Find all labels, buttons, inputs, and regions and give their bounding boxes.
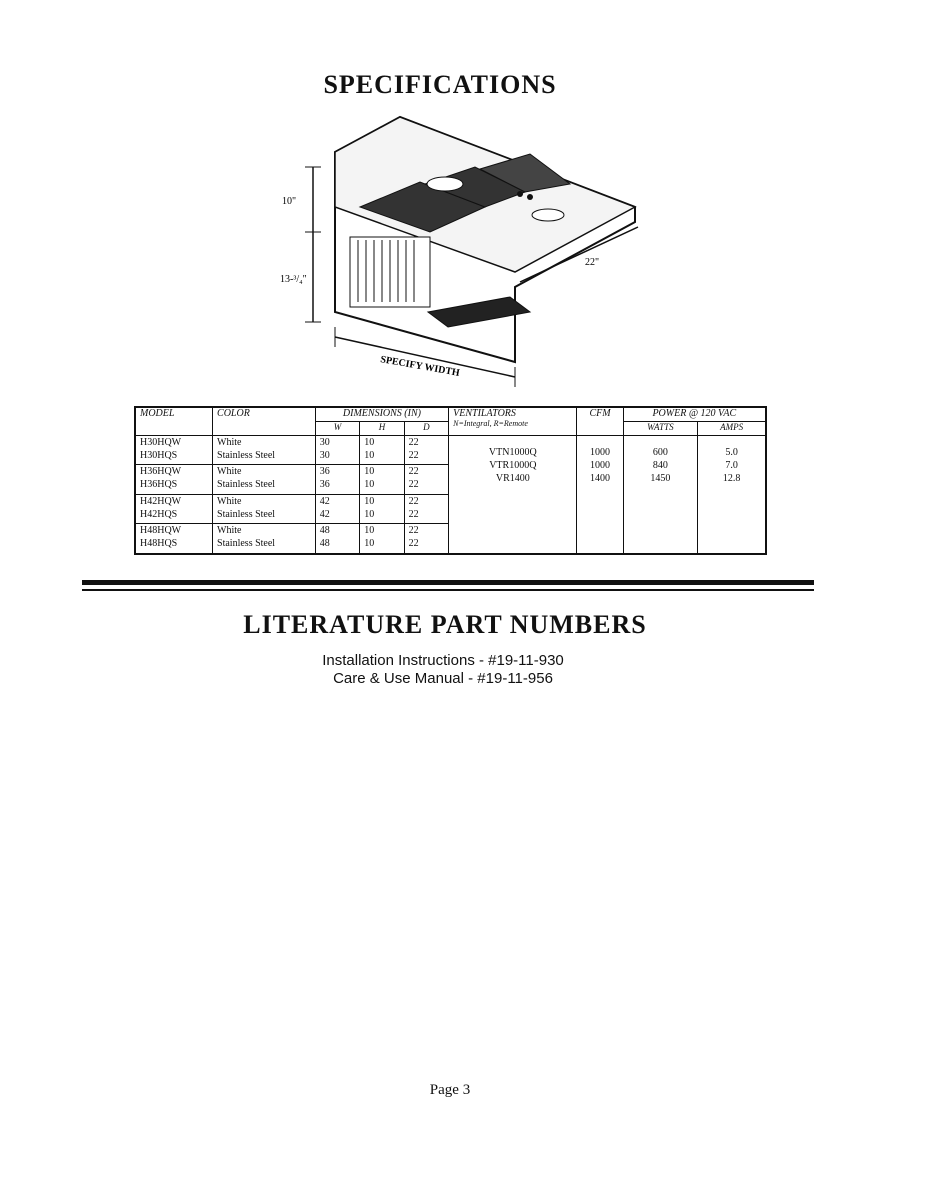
cfm-cell: 1000 1000 1400 xyxy=(577,435,623,554)
header-dimensions: DIMENSIONS (IN) xyxy=(315,407,448,422)
ventilators-cell: VTN1000Q VTR1000Q VR1400 xyxy=(449,435,577,554)
header-power: POWER @ 120 VAC xyxy=(623,407,766,422)
header-amps: AMPS xyxy=(698,422,766,435)
model-cell: H30HQW H30HQS xyxy=(135,435,213,465)
literature-title: LITERATURE PART NUMBERS xyxy=(243,610,647,639)
divider-thin xyxy=(82,589,814,591)
dim-width: SPECIFY WIDTH xyxy=(379,354,461,379)
amps-cell: 5.0 7.0 12.8 xyxy=(698,435,766,554)
header-h: H xyxy=(360,422,404,435)
table-row: H36HQW H36HQS White Stainless Steel 36 36 10 10 22 22 xyxy=(135,465,766,495)
dim-depth: 22" xyxy=(585,257,600,268)
header-watts: WATTS xyxy=(623,422,698,435)
dim-height-bottom: 13-³/₄" xyxy=(280,274,307,285)
header-ventilators: VENTILATORS N=Integral, R=Remote xyxy=(449,407,577,435)
d-cell: 22 22 xyxy=(404,435,448,465)
w-cell: 30 30 xyxy=(315,435,359,465)
specifications-table xyxy=(134,406,767,555)
header-d: D xyxy=(404,422,448,435)
installation-instructions: Installation Instructions - #19-11-930 xyxy=(322,652,564,669)
h-cell: 10 10 xyxy=(360,435,404,465)
header-w: W xyxy=(315,422,359,435)
watts-cell: 600 840 1450 xyxy=(623,435,698,554)
divider-thick xyxy=(82,580,814,585)
header-color: COLOR xyxy=(213,407,316,435)
page-number: Page 3 xyxy=(429,1082,471,1098)
color-cell: White Stainless Steel xyxy=(213,435,316,465)
table-row xyxy=(135,435,766,465)
table-row: H42HQW H42HQS White Stainless Steel 42 42 10 10 22 22 xyxy=(135,494,766,524)
table-row: H48HQW H48HQS White Stainless Steel 48 48 10 10 22 22 xyxy=(135,524,766,554)
dim-height-top: 10" xyxy=(282,196,297,207)
header-model: MODEL xyxy=(135,407,213,435)
range-hood-diagram xyxy=(280,112,660,402)
page-title: SPECIFICATIONS xyxy=(323,70,557,99)
care-use-manual: Care & Use Manual - #19-11-956 xyxy=(333,670,553,687)
header-cfm: CFM xyxy=(577,407,623,435)
